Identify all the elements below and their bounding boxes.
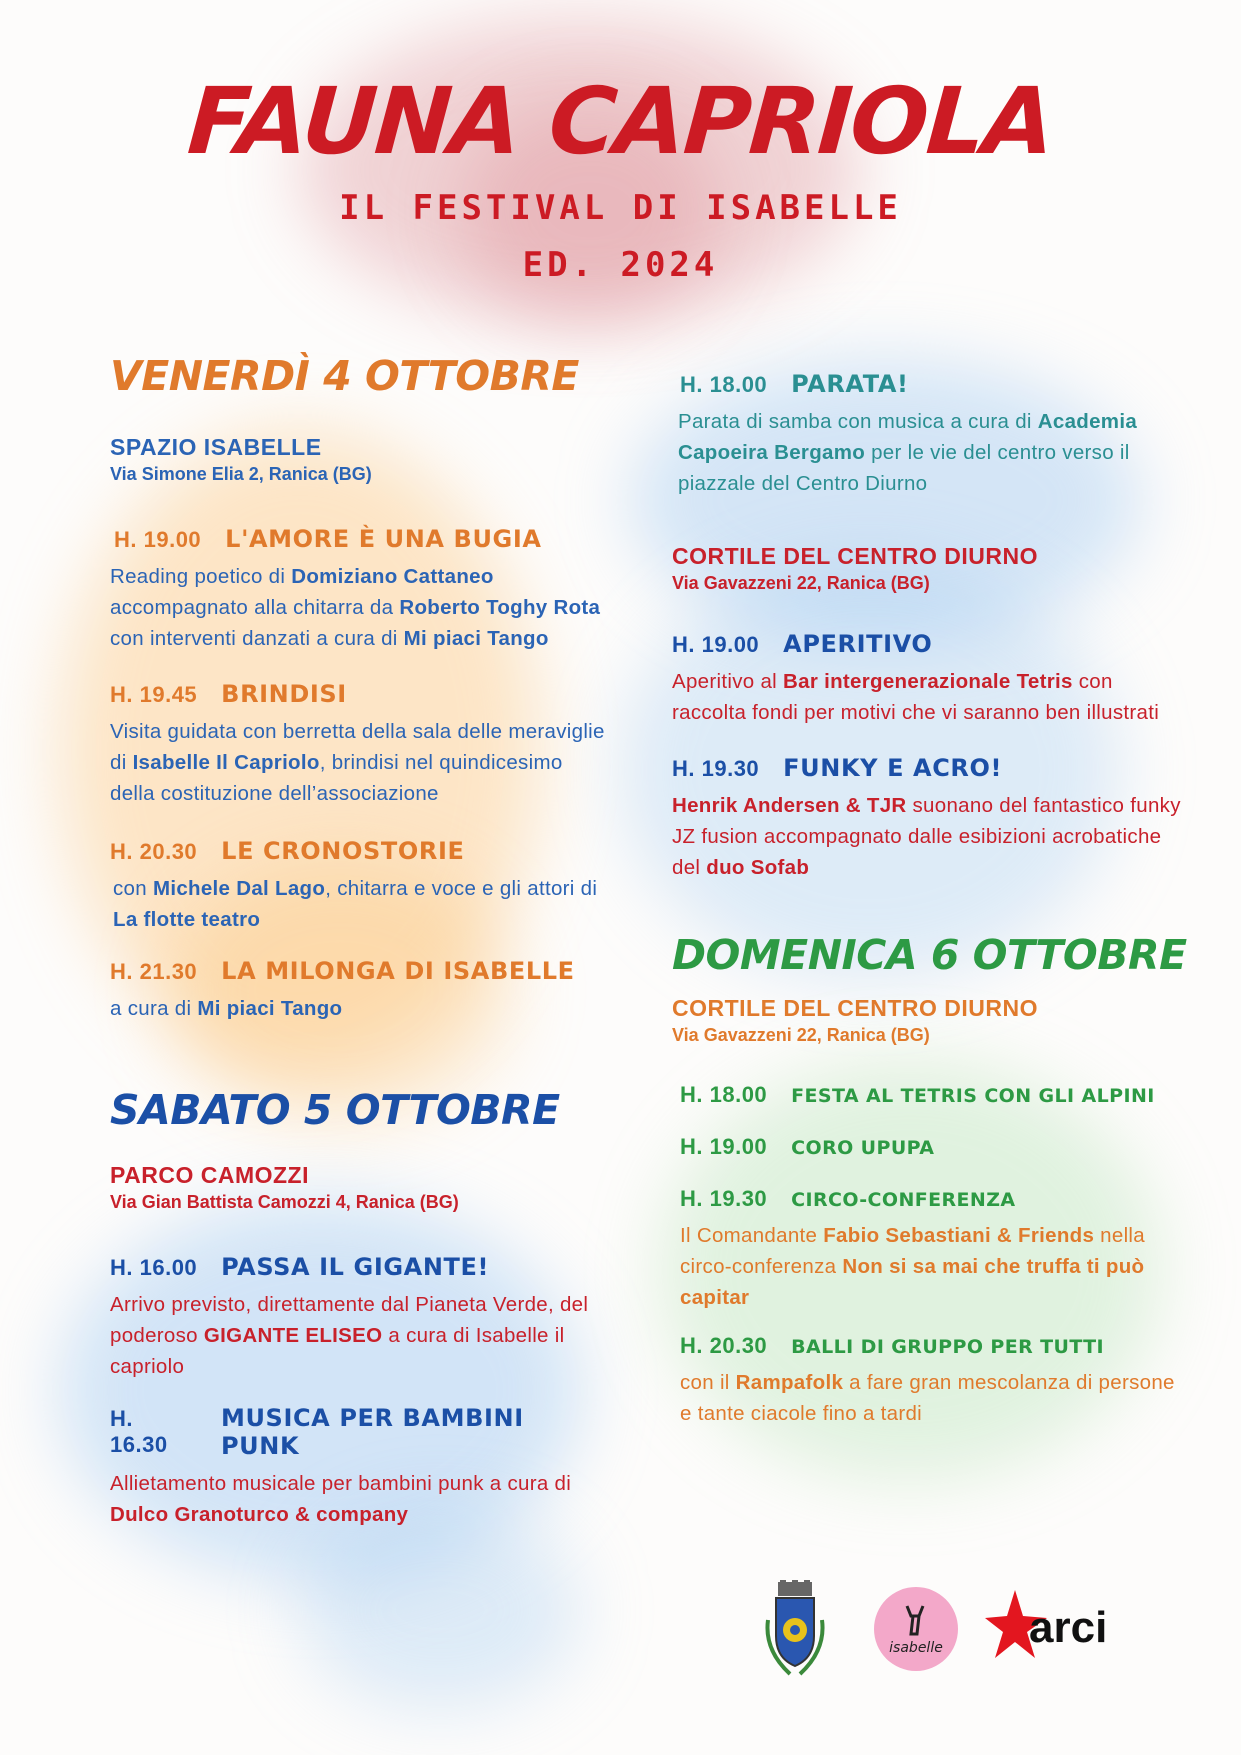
event-description — [110, 561, 610, 654]
body-text: suonano del fantastico funky JZ fusion accompagnato dalle esibizioni acrobatiche del — [672, 794, 1181, 879]
event-description — [110, 993, 610, 1024]
event-fri-3 — [110, 957, 610, 1024]
body-text: Visita guidata con berretta della sala delle meraviglie di — [110, 720, 605, 774]
event-description — [672, 790, 1192, 883]
body-text: a cura di Isabelle il capriolo — [110, 1324, 565, 1378]
event-title: CIRCO-CONFERENZA — [791, 1189, 1016, 1211]
highlight-text: La flotte teatro — [113, 908, 261, 931]
location-address: Via Gavazzeni 22, Ranica (BG) — [672, 1025, 930, 1045]
body-text: nella circo-conferenza — [680, 1224, 1145, 1278]
location-saturday-2 — [672, 543, 1192, 594]
body-text: Aperitivo al — [672, 670, 784, 693]
event-time: H. 18.00 — [680, 372, 768, 397]
location-address: Via Simone Elia 2, Ranica (BG) — [110, 464, 372, 484]
location-name: PARCO CAMOZZI — [110, 1162, 310, 1188]
event-title: FUNKY E ACRO! — [783, 754, 1003, 782]
highlight-text: duo Sofab — [706, 856, 810, 879]
body-text: per le vie del centro verso il piazzale del Centro Diurno — [678, 441, 1130, 495]
body-text: Parata di samba con musica a cura di — [678, 410, 1038, 433]
location-name: SPAZIO ISABELLE — [110, 434, 322, 460]
location-saturday — [110, 1162, 610, 1213]
body-text: con — [113, 877, 153, 900]
event-sat-3 — [672, 630, 1192, 728]
festival-subtitle: IL FESTIVAL DI ISABELLE — [339, 188, 902, 228]
event-fri-2 — [110, 837, 610, 935]
isabelle-logo-icon — [873, 1586, 959, 1672]
event-description — [672, 1367, 1192, 1429]
location-friday — [110, 434, 610, 485]
event-sat-1 — [110, 1404, 610, 1530]
event-title: PASSA IL GIGANTE! — [221, 1253, 490, 1281]
event-title: PARATA! — [791, 370, 909, 398]
watercolor-blue-4 — [300, 1510, 580, 1710]
event-description — [672, 1220, 1192, 1313]
event-time: H. 19.45 — [110, 682, 198, 707]
body-text: Reading poetico di — [110, 565, 292, 588]
event-time: H. 21.30 — [110, 959, 198, 984]
event-title: BRINDISI — [221, 680, 347, 708]
event-sat-0 — [110, 1253, 610, 1382]
event-title: BALLI DI GRUPPO PER TUTTI — [791, 1336, 1104, 1358]
highlight-text: Mi piaci Tango — [403, 627, 549, 650]
event-time: H. 19.00 — [114, 527, 202, 552]
event-sun-3 — [672, 1333, 1192, 1429]
event-title: APERITIVO — [783, 630, 933, 658]
ranica-coat-of-arms-icon — [760, 1580, 830, 1680]
event-sat-4 — [672, 754, 1192, 883]
location-address: Via Gian Battista Camozzi 4, Ranica (BG) — [110, 1192, 459, 1212]
body-text: Il Comandante — [680, 1224, 824, 1247]
event-title: FESTA AL TETRIS CON GLI ALPINI — [791, 1085, 1155, 1107]
highlight-text: Michele Dal Lago — [152, 877, 326, 900]
highlight-text: Dulco Granoturco & company — [110, 1503, 409, 1526]
body-text: Allietamento musicale per bambini punk a cura di — [110, 1472, 572, 1495]
isabelle-logo-text: isabelle — [889, 1640, 943, 1656]
highlight-text: Roberto Toghy Rota — [399, 596, 601, 619]
arci-logo-text: arci — [1029, 1603, 1108, 1652]
location-sunday — [672, 995, 1192, 1046]
event-fri-1 — [110, 680, 610, 809]
event-title: CORO UPUPA — [791, 1137, 935, 1159]
event-sun-0 — [672, 1082, 1192, 1108]
event-sun-1 — [672, 1134, 1192, 1160]
highlight-text: Rampafolk — [735, 1371, 844, 1394]
highlight-text: Academia Capoeira Bergamo — [678, 410, 1138, 464]
location-name: CORTILE DEL CENTRO DIURNO — [672, 995, 1039, 1021]
event-description — [110, 1468, 610, 1530]
highlight-text: Isabelle Il Capriolo — [132, 751, 320, 774]
body-text: , brindisi nel quindicesimo della costituzione dell’associazione — [110, 751, 563, 805]
event-title: L'AMORE È UNA BUGIA — [225, 525, 542, 553]
right-column — [672, 370, 1192, 1429]
event-fri-0 — [110, 525, 610, 654]
sponsor-logos — [760, 1580, 1120, 1700]
festival-edition: ED. 2024 — [522, 245, 719, 285]
body-text: , chitarra e voce e gli attori di — [325, 877, 598, 900]
event-title: LA MILONGA DI ISABELLE — [221, 957, 575, 985]
event-description — [110, 873, 610, 935]
highlight-text: Mi piaci Tango — [197, 997, 343, 1020]
event-title: LE CRONOSTORIE — [221, 837, 465, 865]
event-time: H. 18.00 — [680, 1082, 768, 1107]
body-text: a cura di — [110, 997, 198, 1020]
event-title: MUSICA PER BAMBINI PUNK — [220, 1404, 524, 1460]
event-time: H. 20.30 — [110, 839, 198, 864]
event-time: H. 19.30 — [672, 756, 760, 781]
arci-logo-icon — [985, 1588, 1115, 1668]
highlight-text: Fabio Sebastiani & Friends — [823, 1224, 1095, 1247]
highlight-text: Non si sa mai che truffa ti può capitar — [680, 1255, 1145, 1309]
body-text: Arrivo previsto, direttamente dal Pianeta Verde, del poderoso — [110, 1293, 589, 1347]
highlight-text: GIGANTE ELISEO — [203, 1324, 383, 1347]
day-heading-friday: VENERDÌ 4 OTTOBRE — [110, 352, 579, 400]
highlight-text: Domiziano Cattaneo — [291, 565, 494, 588]
body-text: con interventi danzati a cura di — [110, 627, 404, 650]
location-address: Via Gavazzeni 22, Ranica (BG) — [672, 573, 930, 593]
body-text: con raccolta fondi per motivi che vi saranno ben illustrati — [672, 670, 1160, 724]
event-time: H. 19.00 — [672, 632, 760, 657]
event-description — [672, 666, 1192, 728]
event-description — [110, 1289, 610, 1382]
left-column — [110, 352, 610, 1530]
body-text: con il — [680, 1371, 736, 1394]
highlight-text: Henrik Andersen & TJR — [672, 794, 907, 817]
event-sat-2 — [672, 370, 1192, 499]
day-heading-saturday: SABATO 5 OTTOBRE — [110, 1086, 560, 1134]
event-description — [110, 716, 610, 809]
event-time: H. 19.00 — [680, 1134, 768, 1159]
event-description — [672, 406, 1192, 499]
event-time: H. 20.30 — [680, 1333, 768, 1358]
event-time: H. 16.30 — [110, 1406, 168, 1457]
body-text: accompagnato alla chitarra da — [110, 596, 400, 619]
highlight-text: Bar intergenerazionale Tetris — [783, 670, 1073, 693]
body-text: a fare gran mescolanza di persone e tante ciacole fino a tardi — [680, 1371, 1175, 1425]
festival-title: FAUNA CAPRIOLA — [184, 68, 1057, 175]
event-sun-2 — [672, 1186, 1192, 1313]
event-time: H. 19.30 — [680, 1186, 768, 1211]
location-name: CORTILE DEL CENTRO DIURNO — [672, 543, 1039, 569]
day-heading-sunday: DOMENICA 6 OTTOBRE — [672, 931, 1187, 979]
event-time: H. 16.00 — [110, 1255, 198, 1280]
